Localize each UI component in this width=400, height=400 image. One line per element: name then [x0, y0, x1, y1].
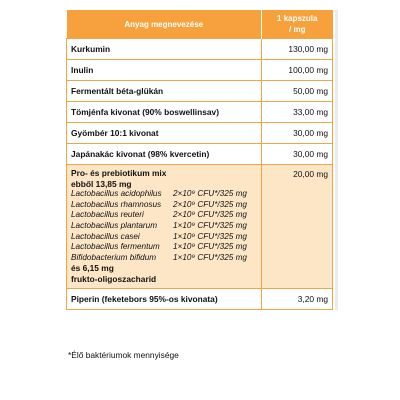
strain-dose: 1×10⁹ CFU*/325 mg: [173, 231, 247, 241]
table-row: [67, 81, 333, 102]
probiotic-amount: 20,00 mg: [262, 165, 333, 289]
strain-item: [71, 232, 257, 243]
header-name: Anyag megnevezése: [67, 10, 262, 39]
strain-item: [71, 253, 257, 264]
footnote: *Élő baktériumok mennyisége: [68, 350, 179, 360]
strain-dose: 1×10⁹ CFU*/325 mg: [173, 252, 247, 262]
table-row: [67, 39, 333, 60]
strain-dose: 2×10⁹ CFU*/325 mg: [173, 199, 247, 209]
probiotic-title-line1: Pro- és prebiotikum mix: [71, 168, 167, 178]
strain-name: Lactobacillus plantarum: [71, 220, 158, 230]
strain-name: Lactobacillus reuteri: [71, 210, 144, 220]
strain-name: Lactobacillus acidophilus: [71, 189, 162, 199]
strain-name: Lactobacillus casei: [71, 231, 140, 241]
ingredient-name: Inulin: [67, 60, 262, 81]
probiotic-title-line2: ebből 13,85 mg: [71, 178, 132, 189]
ingredient-name: Gyömbér 10:1 kivonat: [67, 123, 262, 144]
strain-dose: 1×10⁹ CFU*/325 mg: [173, 242, 247, 252]
table-row: [67, 60, 333, 81]
ingredient-name: Fermentált béta-glükán: [67, 81, 262, 102]
table-row: [67, 123, 333, 144]
ingredient-amount: 100,00 mg: [262, 60, 333, 81]
ingredient-name: Kurkumin: [67, 39, 262, 60]
table-row: [67, 102, 333, 123]
header-amount: [262, 10, 333, 39]
strain-dose: 2×10⁹ CFU*/325 mg: [173, 189, 247, 199]
strain-name: Lactobacillus fermentum: [71, 242, 160, 252]
strain-name: Bifidobacterium bifidum: [71, 252, 157, 262]
strain-item: [71, 210, 257, 221]
table-row: [67, 288, 333, 309]
table-row: [67, 144, 333, 165]
strain-dose: 2×10⁹ CFU*/325 mg: [173, 210, 247, 220]
strain-item: [71, 189, 257, 200]
ingredients-table: [66, 10, 333, 310]
strain-item: [71, 242, 257, 253]
probiotic-footer-line1: és 6,15 mg: [71, 263, 114, 274]
probiotic-cell: [67, 165, 262, 289]
header-amount-line2: / mg: [289, 25, 306, 34]
probiotic-row: [67, 165, 333, 289]
strain-name: Lactobacillus rhamnosus: [71, 199, 162, 209]
strain-dose: 1×10⁹ CFU*/325 mg: [173, 220, 247, 230]
strain-item: [71, 200, 257, 211]
ingredient-amount: 33,00 mg: [262, 102, 333, 123]
ingredient-name: Piperin (feketebors 95%-os kivonata): [67, 288, 262, 309]
strain-item: [71, 221, 257, 232]
ingredient-name: Tömjénfa kivonat (90% boswellinsav): [67, 102, 262, 123]
ingredients-table-container: [66, 10, 338, 310]
header-amount-line1: 1 kapszula: [277, 14, 318, 23]
ingredient-amount: 130,00 mg: [262, 39, 333, 60]
ingredient-amount: 3,20 mg: [262, 288, 333, 309]
ingredient-amount: 30,00 mg: [262, 123, 333, 144]
ingredient-amount: 50,00 mg: [262, 81, 333, 102]
probiotic-footer-line2: frukto-oligoszacharid: [71, 273, 157, 284]
ingredient-amount: 30,00 mg: [262, 144, 333, 165]
table-header-row: [67, 10, 333, 39]
ingredient-name: Japánakác kivonat (98% kvercetin): [67, 144, 262, 165]
